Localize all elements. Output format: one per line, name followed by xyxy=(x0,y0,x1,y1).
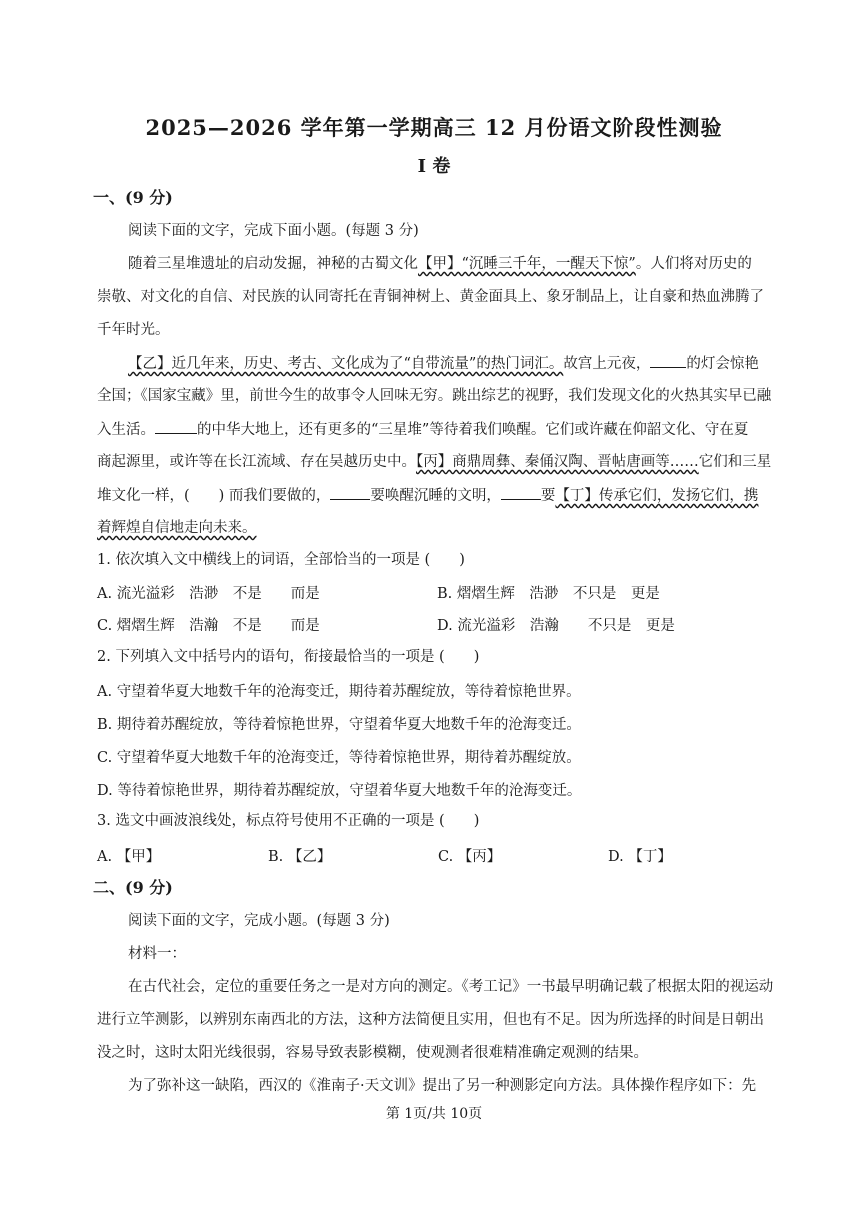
question-1-stem: 1. 依次填入文中横线上的词语，全部恰当的一项是 ( ) xyxy=(97,552,465,568)
fill-blank xyxy=(650,353,686,368)
marked-ding-cont: 着辉煌自信地走向未来。 xyxy=(97,520,257,536)
passage-text: 堆文化一样，( ) 而我们要做的， xyxy=(97,488,331,504)
page-number: 第 1页/共 10页 xyxy=(385,1106,483,1122)
passage-line: 全国；《国家宝藏》里，前世今生的故事令人回味无穷。跳出综艺的视野，我们发现文化的火热其实早已融 xyxy=(97,388,772,404)
exam-title: 2025—2026 学年第一学期高三 12 月份语文阶段性测验 xyxy=(145,115,723,140)
passage-text: 要唤醒沉睡的文明， xyxy=(370,488,501,504)
passage-line xyxy=(97,419,748,440)
fill-blank xyxy=(155,419,197,434)
question-3-option-d[interactable]: D. 【丁】 xyxy=(608,849,672,865)
section-one-instruction: 阅读下面的文字，完成下面小题。(每题 3 分) xyxy=(128,223,419,239)
volume-label: I 卷 xyxy=(417,156,451,177)
marked-ding: 【丁】传承它们，发扬它们，携 xyxy=(555,488,759,504)
passage-text: 。人们将对历史的 xyxy=(635,256,752,272)
marked-jia: 【甲】“沉睡三千年，一醒天下惊” xyxy=(418,256,636,272)
passage-line xyxy=(97,485,758,506)
fill-blank xyxy=(330,485,370,500)
question-3-option-a[interactable]: A. 【甲】 xyxy=(97,849,161,865)
passage-line xyxy=(128,254,752,274)
passage-line: 没之时，这时太阳光线很弱，容易导致表影模糊，使观测者很难精准确定观测的结果。 xyxy=(97,1045,648,1061)
passage-text: 的灯会惊艳 xyxy=(686,356,759,372)
passage-line xyxy=(97,518,257,538)
question-2-stem: 2. 下列填入文中括号内的语句，衔接最恰当的一项是 ( ) xyxy=(97,649,480,665)
question-3-stem: 3. 选文中画波浪线处，标点符号使用不正确的一项是 ( ) xyxy=(97,813,480,829)
question-2-option-a[interactable]: A. 守望着华夏大地数千年的沧海变迁，期待着苏醒绽放，等待着惊艳世界。 xyxy=(97,684,581,700)
passage-line: 在古代社会，定位的重要任务之一是对方向的测定。《考工记》一书最早明确记载了根据太阳的视运动 xyxy=(128,979,774,995)
passage-text: 要 xyxy=(540,488,556,504)
section-two-heading: 二、(9 分) xyxy=(93,878,173,897)
marked-bing: 【丙】商鼎周彝、秦俑汉陶、晋帖唐画等…… xyxy=(416,454,699,470)
passage-text: 随着三星堆遗址的启动发掘，神秘的古蜀文化 xyxy=(128,256,418,272)
marked-yi: 【乙】近几年来，历史、考古、文化成为了“自带流量”的热门词汇。 xyxy=(128,356,564,372)
question-3-option-b[interactable]: B. 【乙】 xyxy=(268,849,332,865)
passage-line: 千年时光。 xyxy=(97,322,170,338)
question-1-option-a[interactable]: A. 流光溢彩 浩渺 不是 而是 xyxy=(97,586,320,602)
passage-line: 崇敬、对文化的自信、对民族的认同寄托在青铜神树上、黄金面具上、象牙制品上，让自豪和热血沸腾了 xyxy=(97,289,764,305)
passage-line xyxy=(97,452,771,472)
passage-text: 的中华大地上，还有更多的“三星堆”等待着我们唤醒。它们或许藏在仰韶文化、守在夏 xyxy=(197,422,749,438)
passage-line xyxy=(128,353,759,374)
section-one-heading: 一、(9 分) xyxy=(93,188,173,207)
question-2-option-d[interactable]: D. 等待着惊艳世界，期待着苏醒绽放，守望着华夏大地数千年的沧海变迁。 xyxy=(97,783,582,799)
passage-line: 为了弥补这一缺陷，西汉的《淮南子·天文训》提出了另一种测影定向方法。具体操作程序如下：先 xyxy=(128,1078,757,1094)
question-2-option-c[interactable]: C. 守望着华夏大地数千年的沧海变迁，等待着惊艳世界，期待着苏醒绽放。 xyxy=(97,750,581,766)
question-1-option-c[interactable]: C. 熠熠生辉 浩瀚 不是 而是 xyxy=(97,618,320,634)
passage-line: 进行立竿测影，以辨别东南西北的方法，这种方法简便且实用，但也有不足。因为所选择的时间是日朝出 xyxy=(97,1012,764,1028)
question-3-option-c[interactable]: C. 【丙】 xyxy=(438,849,502,865)
passage-text: 它们和三星 xyxy=(698,454,772,470)
question-1-option-b[interactable]: B. 熠熠生辉 浩渺 不只是 更是 xyxy=(437,586,660,602)
section-two-instruction: 阅读下面的文字，完成小题。(每题 3 分) xyxy=(128,913,390,929)
fill-blank xyxy=(501,485,541,500)
passage-text: 入生活。 xyxy=(97,422,155,438)
material-label: 材料一： xyxy=(128,946,186,962)
question-1-option-d[interactable]: D. 流光溢彩 浩瀚 不只是 更是 xyxy=(437,618,675,634)
question-2-option-b[interactable]: B. 期待着苏醒绽放，等待着惊艳世界，守望着华夏大地数千年的沧海变迁。 xyxy=(97,717,581,733)
passage-text: 故宫上元夜， xyxy=(563,356,651,372)
passage-text: 商起源里，或许等在长江流域、存在吴越历史中。 xyxy=(97,454,416,470)
